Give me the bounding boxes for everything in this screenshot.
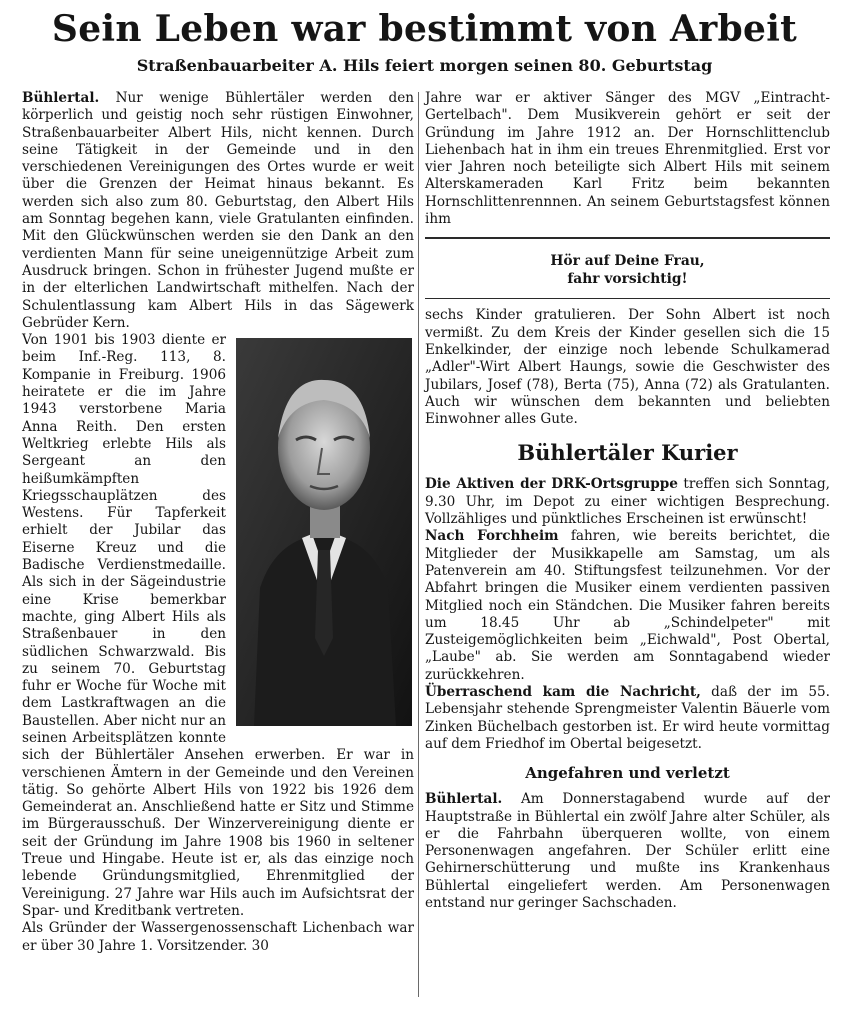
kurier-item-drk-text: treffen sich Sonntag, 9.30 Uhr, im Depot zu einer wichtigen Besprechung. Vollzähliges und pünktliches Erscheinen ist erwünscht! (425, 476, 831, 528)
paragraph-intro (22, 90, 414, 332)
accident-text: Am Donnerstagabend wurde auf der Hauptstraße in Bühlertal ein zwölf Jahre alter Schüler, als er die Fahrbahn überqueren wollte, von einem Personenwagen angefahren. Der Schüler erlitt eine Gehirnerschütterung und mußte ins Krankenhaus Bühlertal eingeliefert werden. Am Personenwagen entstand nur geringer Sachschaden. (425, 791, 831, 911)
kurier-item-drk (425, 476, 830, 528)
safety-notice-line-2: fahr vorsichtig! (567, 271, 688, 288)
accident-dateline: Bühlertal. (425, 791, 503, 808)
paragraph-continued: Jahre war er aktiver Sänger des MGV „Eintracht-Gertelbach". Dem Musikverein gehört er seit der Gründung im Jahre 1912 an. Der Hornschlittenclub Liehenbach hat in ihm ein treues Ehrenmitglied. Erst vor vier Jahren noch beteiligte sich Albert Hils mit seinem Alterskameraden Karl Fritz beim bekannten Hornschlittenrennnen. An seinem Geburtstagsfest können ihm (425, 90, 830, 228)
column-divider (418, 92, 419, 997)
paragraph-congratulants: sechs Kinder gratulieren. Der Sohn Albert ist noch vermißt. Zu dem Kreis der Kinder gesellen sich die 15 Enkelkinder, der einzige noch lebende Schulkamerad „Adler"-Wirt Albert Haungs, sowie die Geschwister des Jubilars, Josef (78), Berta (75), Anna (72) als Gratulanten. Auch wir wünschen dem bekannten und beliebten Einwohner alles Gute. (425, 307, 830, 428)
paragraph-water-cooperative (22, 920, 414, 955)
portrait-photo-frame (236, 338, 414, 726)
safety-notice-line-1: Hör auf Deine Frau, (550, 253, 705, 270)
water-cooperative-text: Als Gründer der Wassergenossenschaft Lichenbach war er über 30 Jahre 1. Vorsitzender. 30 (22, 920, 414, 954)
kurier-item-obituary (425, 684, 830, 753)
accident-paragraph (425, 791, 830, 912)
portrait-photo (236, 338, 412, 726)
left-column (22, 90, 414, 955)
kurier-item-obituary-text: daß der im 55. Lebensjahr stehende Sprengmeister Valentin Bäuerle vom Zinken Büchelbach gestorben ist. Er wird heute vormittag auf dem Friedhof im Obertal beigesetzt. (425, 684, 830, 752)
kurier-title: Bühlertäler Kurier (517, 440, 738, 466)
right-column (425, 90, 830, 912)
kurier-item-drk-lead: Die Aktiven der DRK-Ortsgruppe (425, 476, 678, 493)
safety-notice-box (425, 237, 830, 299)
biography-text: Von 1901 bis 1903 diente er beim Inf.-Reg. 113, 8. Kompanie in Freiburg. 1906 heiratete er die im Jahre 1943 verstorbene Maria Anna Reith. Den ersten Weltkrieg erlebte Hils als Sergeant an den heißumkämpften Kriegsschauplätzen des Westens. Für Tapferkeit erhielt der Jubilar das Eiserne Kreuz und die Badische Verdienstmedaille. Als sich in der Sägeindustrie eine Krise bemerkbar machte, ging Albert Hils als Straßenbauer in den südlichen Schwarzwald. Bis zu seinem 70. Geburtstag fuhr er Woche für Woche mit dem Lastkraftwagen an die Baustellen. Aber nicht nur an seinen Arbeitsplätzen konnte sich der Bühlertäler Ansehen erwerben. Er war in verschienen Ämtern in der Gemeinde und den Vereinen tätig. So gehörte Albert Hils von 1922 bis 1926 dem Gemeinderat an. Anschließend hatte er Sitz und Stimme im Bürgerausschuß. Der Winzervereinigung diente er seit der Gründung im Jahre 1908 bis 1960 in seltener Treue und Hingabe. Heute ist er, als das einzige noch lebende Gründungsmitglied, Ehrenmitglied der Vereinigung. 27 Jahre war Hils auch im Aufsichtsrat der Spar- und Kreditbank vertreten. (22, 332, 414, 919)
kurier-item-forchheim-lead: Nach Forchheim (425, 528, 559, 545)
kurier-item-forchheim-text: fahren, wie bereits berichtet, die Mitglieder der Musikkapelle am Samstag, um als Patenverein am 40. Stiftungsfest teilzunehmen. Vor der Abfahrt bringen die Musiker einem verdienten passiven Mitglied noch ein Ständchen. Die Musiker fahren bereits um 18.45 Uhr ab „Schindelpeter" mit Zusteigemöglichkeiten beim „Eichwald", Post Obertal, „Laube" ab. Sie werden am Sonntagabend wieder zurückkehren. (425, 528, 830, 683)
dateline: Bühlertal. (22, 90, 100, 106)
kurier-item-obituary-lead: Überraschend kam die Nachricht, (425, 684, 701, 701)
accident-headline: Angefahren und verletzt (525, 764, 730, 783)
subheadline: Straßenbauarbeiter A. Hils feiert morgen seinen 80. Geburtstag (136, 56, 713, 75)
intro-text: Nur wenige Bühlertäler werden den körperlich und geistig noch sehr rüstigen Einwohner, Straßenbauarbeiter Albert Hils, nicht kennen. Durch seine Tätigkeit in der Gemeinde und in den verschiedenen Vereinigungen des Ortes wurde er weit über die Grenzen der Heimat hinaus bekannt. Es werden sich also zum 80. Geburtstag, den Albert Hils am Sonntag begehen kann, viele Gratulanten einfinden. Mit den Glückwünschen werden sie den Dank an den verdienten Mann für seine uneigennützige Arbeit zum Ausdruck bringen. Schon in frühester Jugend mußte er in der elterlichen Landwirtschaft mithelfen. Nach der Schulentlassung kam Albert Hils in das Sägewerk Gebrüder Kern. (22, 90, 414, 331)
headline: Sein Leben war bestimmt von Arbeit (51, 8, 798, 50)
kurier-item-forchheim (425, 528, 830, 684)
